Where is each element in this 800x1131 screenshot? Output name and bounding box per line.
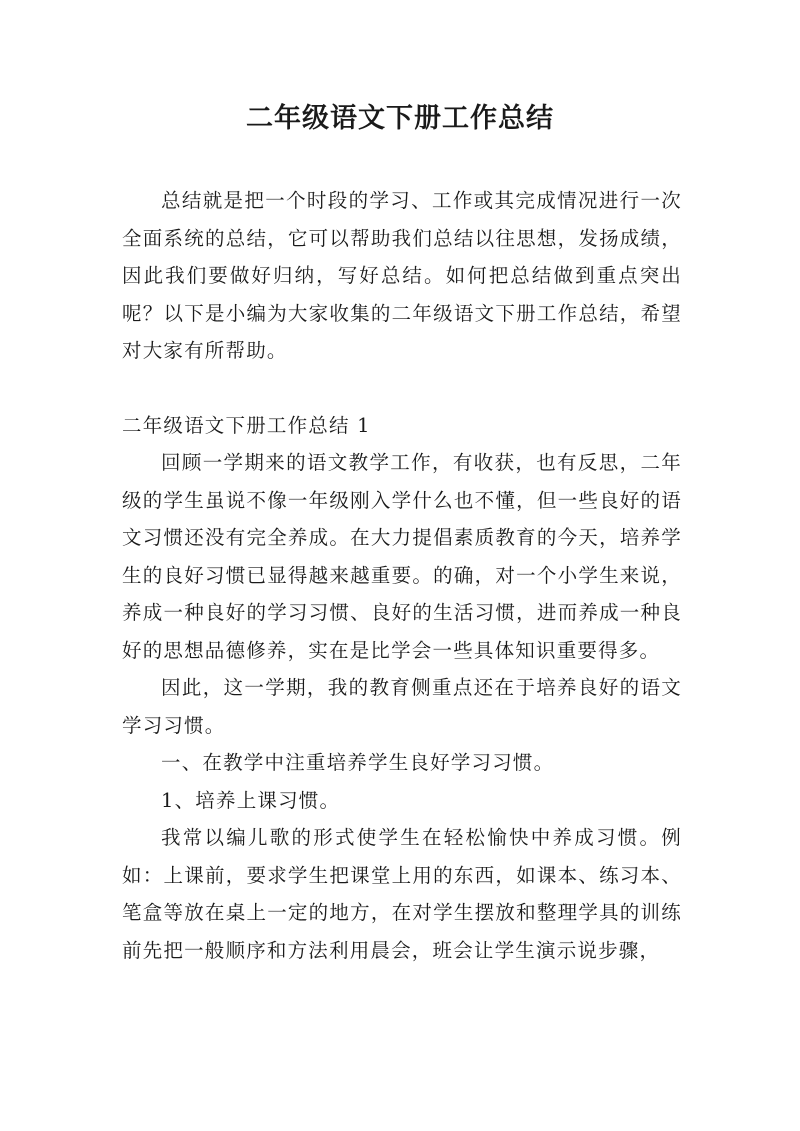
body-paragraph-4: 1、培养上课习惯。: [161, 788, 341, 812]
body-paragraph-3: 一、在教学中注重培养学生良好学习习惯。: [161, 751, 555, 774]
body-paragraph-1: 回顾一学期来的语文教学工作，有收获，也有反思，二年级的学生虽说不像一年级刚入学什么也不懂，但一些良好的语文习惯还没有完全养成。在大力提倡素质教育的今天，培养学生的良好习惯已显得越来越重要。的确，对一个小学生来说，养成一种良好的学习习惯、良好的生活习惯，进而养成一种良好的思想品德修养，实在是比学会一些具体知识重要得多。: [122, 451, 682, 662]
document-title: 二年级语文下册工作总结: [246, 103, 554, 134]
section-heading: 二年级语文下册工作总结 1: [122, 413, 371, 437]
body-paragraph-5: 我常以编儿歌的形式使学生在轻松愉快中养成习惯。例如：上课前，要求学生把课堂上用的东西，如课本、练习本、笔盒等放在桌上一定的地方，在对学生摆放和整理学具的训练前先把一般顺序和方法利用晨会，班会让学生演示说步骤，: [122, 826, 682, 962]
intro-paragraph: 总结就是把一个时段的学习、工作或其完成情况进行一次全面系统的总结，它可以帮助我们总结以往思想，发扬成绩，因此我们要做好归纳，写好总结。如何把总结做到重点突出呢？以下是小编为大家收集的二年级语文下册工作总结，希望对大家有所帮助。: [122, 189, 682, 362]
paragraph-spacer: [122, 370, 682, 407]
document-body: [122, 182, 682, 969]
body-paragraph-2: 因此，这一学期，我的教育侧重点还在于培养良好的语文学习习惯。: [122, 676, 682, 737]
